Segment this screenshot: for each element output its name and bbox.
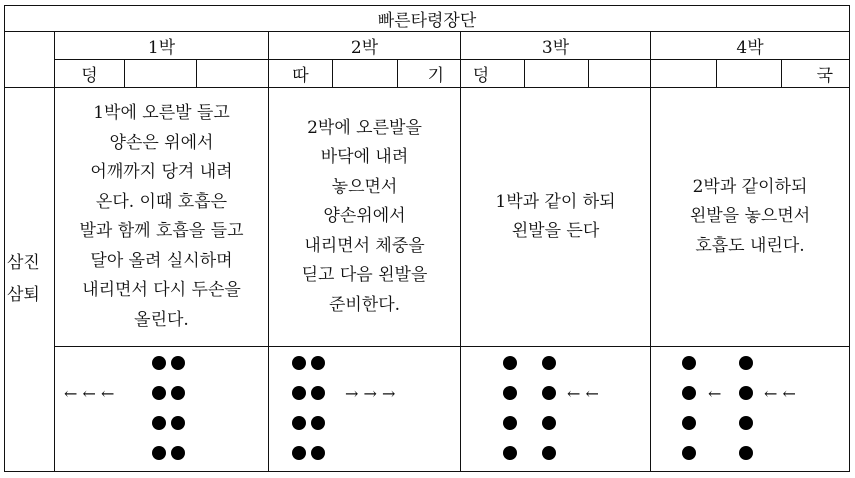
sound-gi: 기 <box>427 65 444 86</box>
beat-header-4: 4박 <box>736 37 764 58</box>
sound-deong: 덩 <box>472 65 490 86</box>
footprint-dot <box>503 386 517 400</box>
footprint-dot <box>542 446 556 460</box>
description-line: 호흡도 내린다. <box>695 235 805 256</box>
footprint-dot <box>311 416 325 430</box>
sub-col-line <box>196 59 197 87</box>
sound-guk: 국 <box>816 65 833 86</box>
footprint-dot <box>171 386 185 400</box>
footprint-dot <box>292 416 306 430</box>
footprint-dot <box>292 356 306 370</box>
sound-deong: 덩 <box>81 65 98 86</box>
footprint-dot <box>503 446 517 460</box>
table-title: 빠른타령장단 <box>377 10 477 31</box>
description-beat4 <box>651 88 849 346</box>
arrows-left: ← ← <box>567 384 599 403</box>
description-line: 달아 올려 실시하며 <box>90 250 233 271</box>
sub-col-line <box>716 59 717 87</box>
description-line: 발과 함께 호흡을 들고 <box>79 221 244 241</box>
arrows-right: → → → <box>345 384 396 403</box>
footprint-dot <box>682 356 696 370</box>
sub-col-line <box>332 59 333 87</box>
footprint-dot <box>171 416 185 430</box>
footprint-dot <box>311 356 325 370</box>
footprint-dot <box>152 416 166 430</box>
description-line: 양손위에서 <box>323 206 406 227</box>
arrows-left: ← ← <box>764 384 796 403</box>
arrows-left: ← ← ← <box>64 384 115 403</box>
beat-header-3: 3박 <box>541 37 570 58</box>
footprint-dot <box>311 446 325 460</box>
footprint-dot <box>152 356 166 370</box>
footprint-dot <box>311 386 325 400</box>
description-line: 2박에 오른발을 <box>307 117 422 138</box>
description-beat1 <box>55 88 268 346</box>
sub-col-line <box>124 59 125 87</box>
beat-header-2: 2박 <box>350 37 379 58</box>
footprint-dot <box>171 356 185 370</box>
footprint-dot <box>542 356 556 370</box>
footprint-dot <box>682 446 696 460</box>
description-line: 온다. 이때 호흡은 <box>95 191 228 212</box>
description-line: 준비한다. <box>328 294 401 315</box>
footprint-dot <box>503 416 517 430</box>
footprint-dot <box>171 446 185 460</box>
row-line-4 <box>54 346 850 347</box>
footprint-dot <box>739 446 753 460</box>
border-bottom <box>4 471 850 472</box>
footprint-dot <box>292 386 306 400</box>
border-left <box>4 5 5 472</box>
description-line: 어깨까지 당겨 내려 <box>90 162 233 182</box>
footprint-dot <box>152 446 166 460</box>
footprint-dot <box>682 416 696 430</box>
arrow-left: ← <box>708 384 722 403</box>
description-line: 딛고 다음 왼발을 <box>301 265 428 286</box>
footprint-dot <box>739 386 753 400</box>
description-line: 놓으면서 <box>331 176 398 197</box>
beat-header-1: 1박 <box>147 37 176 58</box>
footprint-dot <box>292 446 306 460</box>
description-line: 내리면서 다시 두손을 <box>82 280 241 300</box>
description-line: 2박과 같이하되 <box>692 176 808 197</box>
footprint-dot <box>542 386 556 400</box>
description-line: 1박과 같이 하되 <box>495 191 616 212</box>
row-label <box>7 247 40 311</box>
footprint-dot <box>152 386 166 400</box>
description-line: 양손은 위에서 <box>109 132 214 153</box>
border-right <box>849 5 850 472</box>
description-line: 올린다. <box>134 309 189 330</box>
sound-tta: 따 <box>292 65 309 86</box>
footprint-dot <box>739 356 753 370</box>
sub-col-line <box>524 59 525 87</box>
row-label-line: 삼퇴 <box>7 285 40 305</box>
description-beat2 <box>269 88 460 346</box>
sub-col-line <box>588 59 589 87</box>
description-beat3 <box>461 88 650 346</box>
footprint-dot <box>503 356 517 370</box>
description-line: 내리면서 체중을 <box>304 235 425 256</box>
row-label-line: 삼진 <box>7 253 40 273</box>
description-line: 바닥에 내려 <box>320 147 409 168</box>
description-line: 1박에 오른발 들고 <box>93 103 230 123</box>
footprint-dot <box>542 416 556 430</box>
footprint-dot <box>682 386 696 400</box>
description-line: 왼발을 든다 <box>511 221 600 241</box>
description-line: 왼발을 놓으면서 <box>689 206 811 227</box>
footprint-dot <box>739 416 753 430</box>
